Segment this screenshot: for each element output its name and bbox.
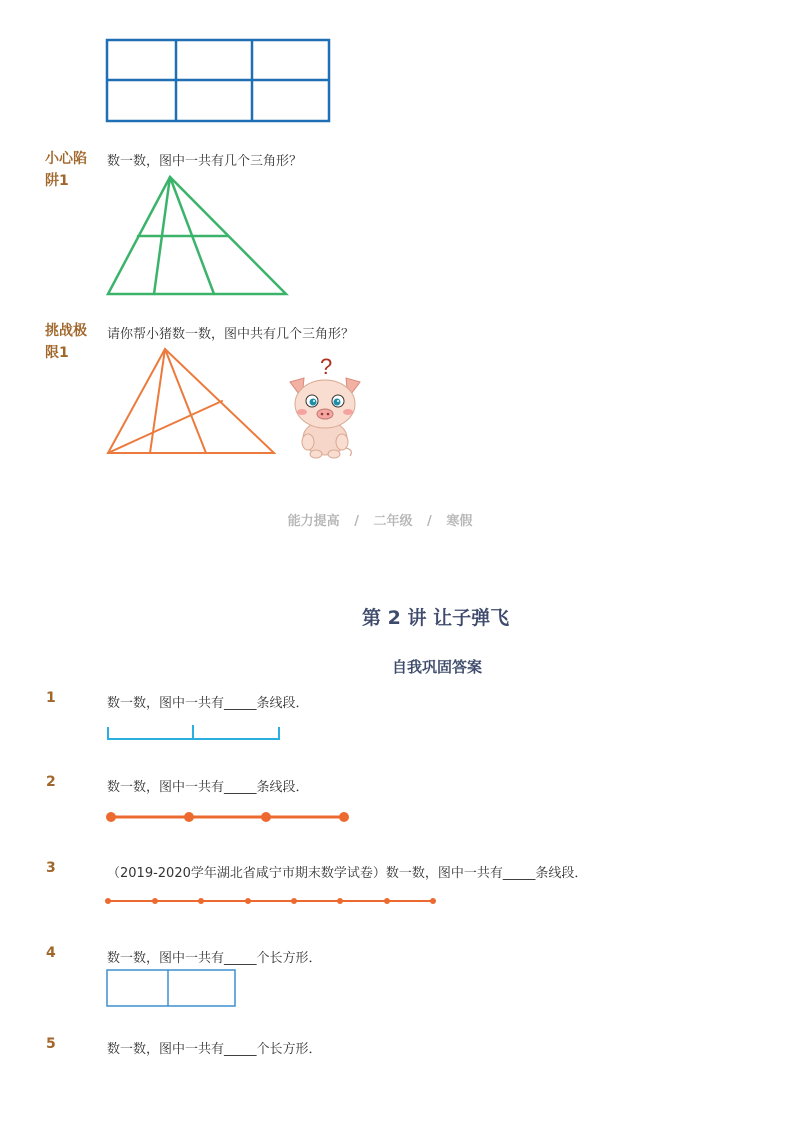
exercise-text-1: 数一数，图中一共有_____条线段． (107, 696, 309, 711)
exercise-number-3: 3 (46, 860, 56, 876)
lecture-title: 第 2 讲 让子弹飞 (362, 607, 510, 629)
footer-item-3: 寒假 (446, 514, 473, 529)
exercise-number-1: 1 (46, 690, 56, 706)
footer-item-2: 二年级 (373, 514, 413, 529)
trap-question: 数一数，图中一共有几个三角形？ (107, 154, 303, 169)
exercise-text-4: 数一数，图中一共有_____个长方形． (107, 951, 322, 966)
section-title: 自我巩固答案 (392, 658, 483, 676)
trap-label: 小心陷阱1 (45, 151, 87, 189)
challenge-label: 挑战极限1 (45, 323, 87, 361)
exercise-text-2: 数一数，图中一共有_____条线段． (107, 780, 309, 795)
challenge-question: 请你帮小猪数一数，图中共有几个三角形？ (107, 327, 355, 342)
question-mark: ? (320, 354, 333, 379)
exercise-number-4: 4 (46, 945, 56, 961)
exercise-text-5: 数一数，图中一共有_____个长方形． (107, 1042, 322, 1057)
exercise-text-3: （2019-2020学年湖北省咸宁市期末数学试卷）数一数，图中一共有_____条线段． (107, 866, 588, 881)
footer-separator: / (427, 514, 432, 529)
exercise-number-2: 2 (46, 774, 56, 790)
exercise-number-5: 5 (46, 1036, 56, 1052)
footer-separator: / (354, 514, 359, 529)
footer-item-1: 能力提高 (287, 514, 340, 529)
